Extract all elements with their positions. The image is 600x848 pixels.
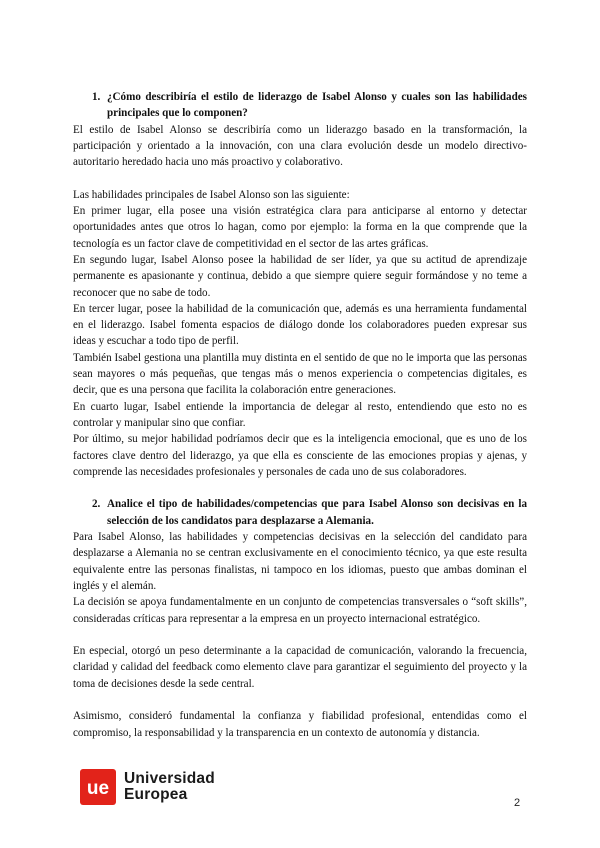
ue-logo-icon (80, 769, 116, 805)
paragraph: También Isabel gestiona una plantilla muy distinta en el sentido de que no le importa que las personas sean mayores o más pequeñas, que tengas más o menos experiencia o competencias digitales, es decir, que es una persona que facilita la colaboración entre generaciones. (73, 351, 527, 397)
paragraph: Asimismo, consideró fundamental la confianza y fiabilidad profesional, entendidas como el compromiso, la responsabilidad y la transparencia en un contexto de autonomía y distancia. (73, 710, 527, 739)
logo-line-2: Europea (124, 786, 188, 803)
paragraph: En primer lugar, ella posee una visión estratégica clara para anticiparse al entorno y detectar oportunidades antes que otros lo hagan, como por ejemplo: la forma en la que comprende que la tecnología es un factor clave de competitividad en el sector de las artes gráficas. (73, 205, 527, 250)
paragraph: Para Isabel Alonso, las habilidades y competencias decisivas en la selección del candidato para desplazarse a Alemania no se centran exclusivamente en el conocimiento técnico, ya que este resulta equivalente entre las personas finalistas, ni tampoco en los idiomas, puesto que ambas dominan el inglés y el alemán. (73, 531, 527, 592)
paragraph-gap (73, 170, 527, 186)
paragraph: En cuarto lugar, Isabel entiende la importancia de delegar al resto, entendiendo que esto no es controlar y manipular sino que confiar. (73, 400, 527, 429)
paragraph: La decisión se apoya fundamentalmente en un conjunto de competencias transversales o “soft skills”, consideradas críticas para representar a la empresa en un proyecto internacional estratégico. (73, 596, 527, 625)
question-2-text: Analice el tipo de habilidades/competencias que para Isabel Alonso son decisivas en la selección de los candidatos para desplazarse a Alemania. (107, 498, 527, 527)
paragraph-gap (73, 692, 527, 708)
paragraph: Las habilidades principales de Isabel Alonso son las siguiente: (73, 188, 350, 201)
logo-line-1: Universidad (124, 770, 215, 787)
question-2-number: 2. (92, 498, 101, 511)
paragraph-gap (73, 480, 527, 496)
page-number: 2 (514, 797, 521, 809)
university-logo (80, 769, 215, 805)
paragraph-gap (73, 627, 527, 643)
question-1-text: ¿Cómo describiría el estilo de liderazgo de Isabel Alonso y cuales son las habilidades principales que lo componen? (107, 91, 527, 120)
paragraph: En especial, otorgó un peso determinante a la capacidad de comunicación, valorando la frecuencia, claridad y calidad del feedback como elemento clave para garantizar el seguimiento del proyecto y la toma de decisiones desde la sede central. (73, 645, 527, 690)
logo-wordmark (124, 771, 215, 803)
document-body (73, 89, 527, 741)
paragraph: El estilo de Isabel Alonso se describiría como un liderazgo basado en la transformación, la participación y orientado a la innovación, con una clara evolución desde un modelo directivo-autoritario heredado hacia uno más proactivo y colaborativo. (73, 123, 527, 169)
paragraph: En segundo lugar, Isabel Alonso posee la habilidad de ser líder, ya que su actitud de aprendizaje permanente es apasionante y continua, debido a que siempre quiere seguir formándose y no teme a reconocer que no sabe de todo. (73, 253, 527, 299)
question-2-heading (92, 496, 527, 529)
logo-mark-text: ue (86, 778, 110, 799)
question-1-number: 1. (92, 91, 101, 103)
paragraph: En tercer lugar, posee la habilidad de la comunicación que, además es una herramienta fundamental en el liderazgo. Isabel fomenta espacios de diálogo donde los colaboradores pueden expresar sus ideas y escuchar a todo tipo de perfil. (73, 302, 527, 348)
question-1-heading (92, 89, 527, 122)
paragraph: Por último, su mejor habilidad podríamos decir que es la inteligencia emocional, que es uno de los factores clave dentro del liderazgo, ya que ella es consciente de las emociones propias y ajenas, y comprende las necesidades profesionales y personales de cada uno de sus colaboradores. (73, 433, 527, 478)
